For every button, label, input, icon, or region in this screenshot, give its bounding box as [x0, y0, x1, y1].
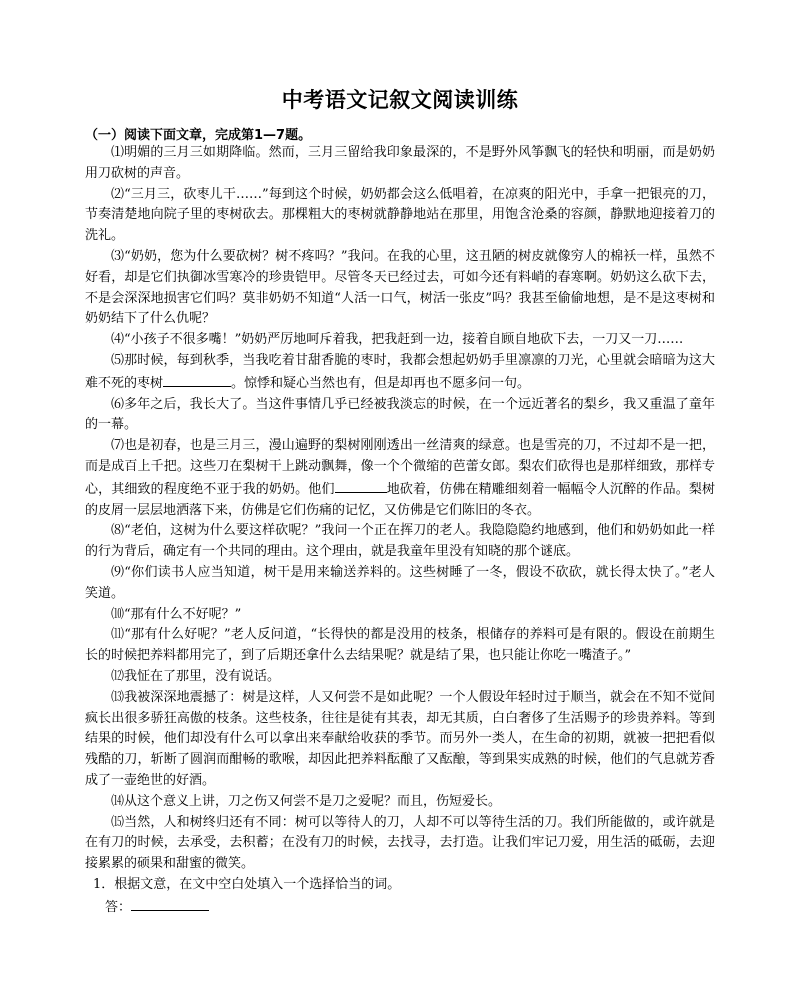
paragraph-6: ⑹多年之后，我长大了。当这件事情几乎已经被我淡忘的时候，在一个远近著名的梨乡，我又重温了童年的一幕。	[85, 396, 715, 433]
paragraph-7: ⑺也是初春，也是三月三，漫山遍野的梨树刚刚透出一丝清爽的绿意。也是雪亮的刀，不过却不是一把，而是成百上千把。这些刀在梨树干上跳动飘舞，像一个个微缩的芭蕾女郎。梨农们砍得也是那样细致，那样专心，其细致的程度绝不亚于我的奶奶。他们 地砍着，仿佛在精雕细刻着一幅幅令人沉醉的作品。梨树的皮屑一层层地洒落下来，仿佛是它们伤痛的记忆，又仿佛是它们陈旧的冬衣。	[85, 438, 715, 518]
paragraph-8: ⑻“老伯，这树为什么要这样砍呢？”我问一个正在挥刀的老人。我隐隐隐约地感到，他们和奶奶如此一样的行为背后，确定有一个共同的理由。这个理由，就是我童年里没有知晓的那个谜底。	[85, 523, 715, 560]
fill-in-blank[interactable]	[163, 372, 231, 387]
paragraph-15: ⒂当然，人和树终归还有不同：树可以等待人的刀，人却不可以等待生活的刀。我们所能做的，或许就是在有刀的时候，去承受，去积蓄；在没有刀的时候，去找寻，去打造。让我们牢记刀爱，用生活的砥砺，去迎接累累的硕果和甜蜜的微笑。	[85, 814, 715, 872]
section-heading: （一）阅读下面文章，完成第1—7题。	[85, 128, 312, 143]
paragraph-14: ⒁从这个意义上讲，刀之伤又何尝不是刀之爱呢？而且，伤短爱长。	[111, 793, 502, 809]
page-title: 中考语文记叙文阅读训练	[281, 88, 519, 112]
paragraph-12: ⑿我怔在了那里，没有说话。	[111, 668, 281, 684]
paragraph-3: ⑶“奶奶，您为什么要砍树？树不疼吗？”我问。在我的心里，这丑陋的树皮就像穷人的棉袄一样，虽然不好看，却是它们执御冰雪寒冷的珍贵铠甲。尽管冬天已经过去，可如今还有料峭的春寒啊。奶奶这么砍下去，不是会深深地损害它们吗？莫非奶奶不知道“人活一口气，树活一张皮”吗？我甚至偷偷地想，是不是这枣树和奶奶结下了什么仇呢？	[85, 248, 715, 327]
article-body	[85, 143, 715, 918]
paragraph-13: ⒀我被深深地震撼了：树是这样，人又何尝不是如此呢？一个人假设年轻时过于顺当，就会在不知不觉间疯长出很多骄狂高傲的枝条。这些枝条，往往是徒有其表，却无其质，白白奢侈了生活赐予的珍贵养料。等到结果的时候，他们却没有什么可以拿出来奉献给收获的季节。而另外一类人，在生命的初期，就被一把把看似残酷的刀，斩断了圆润而酣畅的歌喉，却因此把养料酝酿了又酝酿，等到果实成熟的时候，他们的气息就芳香成了一壶绝世的好酒。	[85, 689, 715, 788]
question-1: 1．根据文意，在文中空白处填入一个选择恰当的词。	[93, 876, 401, 892]
answer-label: 答：	[105, 899, 132, 915]
paragraph-5: ⑸那时候，每到秋季，当我吃着甘甜香脆的枣时，我都会想起奶奶手里凛凛的刀光，心里就会暗暗为这大难不死的枣树 。惊悸和疑心当然也有，但是却再也不愿多问一句。	[85, 352, 715, 391]
fill-in-blank[interactable]	[335, 478, 387, 493]
answer-line	[85, 896, 715, 919]
paragraph-1: ⑴明媚的三月三如期降临。然而，三月三留给我印象最深的，不是野外风筝飘飞的轻快和明丽，而是奶奶用刀砍树的声音。	[85, 145, 715, 181]
paragraph-10: ⑽“那有什么不好呢？”	[111, 606, 242, 622]
paragraph-9: ⑼“你们读书人应当知道，树干是用来输送养料的。这些树睡了一冬，假设不砍砍，就长得太快了。”老人笑道。	[85, 564, 715, 601]
answer-blank[interactable]	[131, 896, 209, 911]
paragraph-11: ⑾“那有什么好呢？”老人反问道，“长得快的都是没用的枝条，根储存的养料可是有限的。假设在前期生长的时候把养料都用完了，到了后期还拿什么去结果呢？就是结了果，也只能让你吃一嘴渣子。”	[85, 627, 715, 664]
paragraph-4: ⑷“小孩子不很多嘴！”奶奶严厉地呵斥着我，把我赶到一边，接着自顾自地砍下去，一刀又一刀……	[111, 332, 684, 348]
paragraph-2: ⑵“三月三，砍枣儿干……”每到这个时候，奶奶都会这么低唱着，在凉爽的阳光中，手拿一把银亮的刀，节奏清楚地向院子里的枣树砍去。那棵粗大的枣树就静静地站在那里，用饱含沧桑的容颜，静默地迎接着刀的洗礼。	[85, 186, 715, 244]
